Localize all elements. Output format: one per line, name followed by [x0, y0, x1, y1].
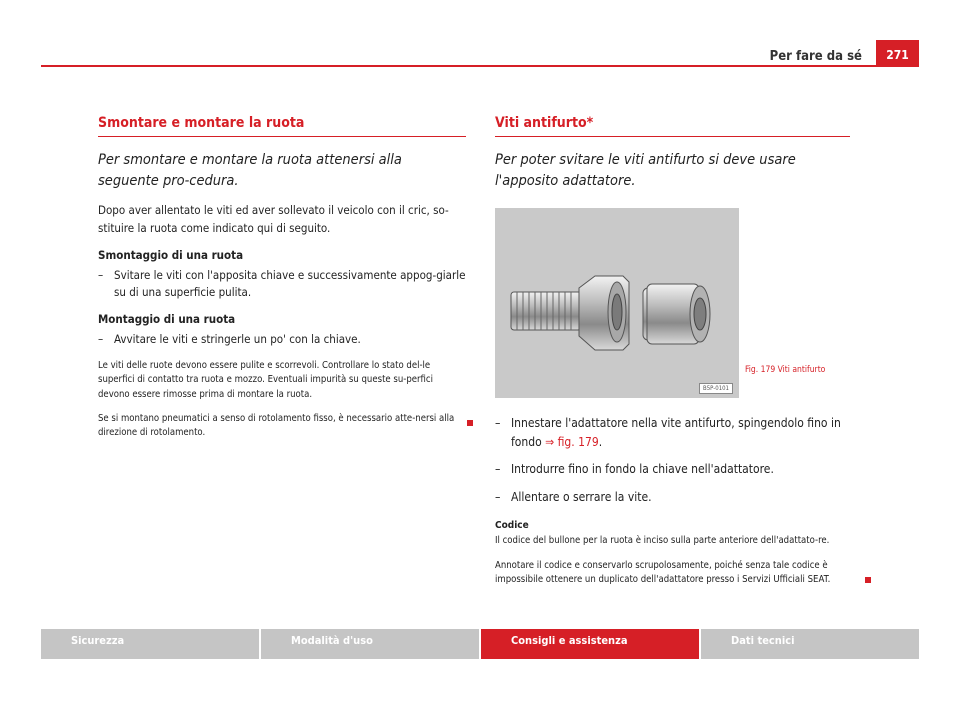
page-number: 271 — [876, 40, 919, 66]
section-intro: Per poter svitare le viti antifurto si deve usare l'apposito adattatore. — [495, 152, 796, 190]
figure-id: B5P-0101 — [699, 383, 733, 394]
footer-nav — [41, 629, 919, 659]
tab-dati-tecnici[interactable]: Dati tecnici — [701, 629, 919, 659]
section-heading: Viti antifurto* — [495, 115, 850, 137]
end-mark — [865, 568, 871, 587]
code-text: Il codice del bullone per la ruota è inciso sulla parte anteriore dell'adattato-re. — [495, 535, 830, 547]
note-text: Le viti delle ruote devono essere pulite e scorrevoli. Controllare lo stato del-le superfici di contatto tra ruota e mozzo. Eventuali impurità su queste su-perfici devono essere rimosse prima di montare la ruota. — [98, 360, 434, 400]
tab-consigli-e-assistenza[interactable]: Consigli e assistenza — [481, 629, 699, 659]
right-column — [495, 115, 850, 587]
figure-caption: Fig. 179 Viti antifurto — [745, 365, 826, 375]
end-mark — [467, 411, 473, 430]
mount-title: Montaggio di una ruota — [98, 312, 236, 327]
figure-image — [495, 208, 739, 398]
header-title: Per fare da sé — [769, 49, 862, 64]
section-intro: Per smontare e montare la ruota attenersi alla seguente pro-cedura. — [98, 152, 402, 190]
step-item: – Avvitare le viti e stringerle un po' con la chiave. — [98, 332, 361, 347]
note-text: Se si montano pneumatici a senso di rotolamento fisso, è necessario atte-nersi alla direzione di rotolamento. — [98, 412, 455, 439]
code-title: Codice — [495, 520, 529, 532]
left-column — [98, 115, 466, 440]
bolt-and-adapter-illustration — [495, 208, 739, 398]
figure-link[interactable]: ⇒ fig. 179 — [545, 434, 599, 449]
step-item: – Introdurre fino in fondo la chiave nell'adattatore. — [495, 462, 774, 477]
code-note: Annotare il codice e conservarlo scrupolosamente, poiché senza tale codice è impossibile ottenere un duplicato dell'adattatore presso i Servizi Ufficiali SEAT. — [495, 559, 831, 585]
tab-modalita-duso[interactable]: Modalità d'uso — [261, 629, 479, 659]
tab-sicurezza[interactable]: Sicurezza — [41, 629, 259, 659]
step-item: – Svitare le viti con l'apposita chiave e successivamente appog-giarle su di una superficie pulita. — [98, 267, 466, 300]
step-item: – Innestare l'adattatore nella vite antifurto, spingendolo fino in fondo ⇒ fig. 179. — [495, 416, 841, 449]
body-text: Dopo aver allentato le viti ed aver sollevato il veicolo con il cric, so-stituire la ruota come indicato qui di seguito. — [98, 203, 449, 235]
step-item: – Allentare o serrare la vite. — [495, 489, 652, 504]
section-heading: Smontare e montare la ruota — [98, 115, 466, 137]
header-rule — [41, 65, 919, 67]
dismount-title: Smontaggio di una ruota — [98, 247, 244, 262]
